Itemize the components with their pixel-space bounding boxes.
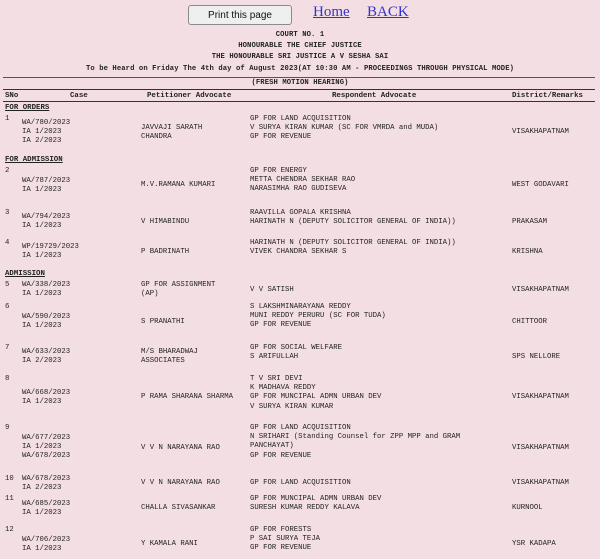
section-title: FOR ORDERS [5, 104, 50, 112]
respondent-cell: T V SRI DEVI K MADHAVA REDDY GP FOR MUNCIPAL ADMN URBAN DEV V SURYA KIRAN KUMAR [250, 375, 382, 411]
case-cell: WA/668/2023 IA 1/2023 [22, 389, 71, 407]
divider [3, 89, 595, 90]
petitioner-cell: CHALLA SIVASANKAR [141, 504, 216, 512]
case-cell: WA/677/2023 IA 1/2023 WA/678/2023 [22, 434, 71, 461]
district-cell: KURNOOL [512, 504, 543, 512]
sno-cell: 7 [5, 344, 10, 352]
case-cell: WP/19729/2023 IA 1/2023 [22, 243, 79, 261]
district-cell: VISAKHAPATNAM [512, 444, 569, 452]
district-cell: PRAKASAM [512, 218, 548, 226]
district-cell: SPS NELLORE [512, 353, 561, 361]
back-link[interactable]: BACK [367, 4, 409, 20]
court-number: COURT NO. 1 [275, 31, 325, 39]
respondent-cell: S LAKSHMINARAYANA REDDY MUNI REDDY PERURU (SC FOR TUDA) GP FOR REVENUE [250, 303, 386, 330]
respondent-cell: GP FOR ENERGY METTA CHENDRA SEKHAR RAO NARASIMHA RAO GUDISEVA [250, 167, 356, 194]
divider [3, 77, 595, 78]
sno-cell: 6 [5, 303, 10, 311]
petitioner-cell: Y KAMALA RANI [141, 540, 198, 548]
petitioner-cell: V V N NARAYANA RAO [141, 479, 220, 487]
petitioner-cell: M/S BHARADWAJ ASSOCIATES [141, 348, 198, 366]
sno-cell: 8 [5, 375, 10, 383]
case-cell: WA/633/2023 IA 2/2023 [22, 348, 71, 366]
home-link[interactable]: Home [313, 4, 350, 20]
divider [3, 101, 595, 102]
petitioner-cell: M.V.RAMANA KUMARI [141, 181, 216, 189]
case-cell: WA/706/2023 IA 1/2023 [22, 536, 71, 554]
petitioner-cell: S PRANATHI [141, 318, 185, 326]
petitioner-cell: P RAMA SHARANA SHARMA [141, 393, 233, 401]
respondent-cell: RAAVILLA GOPALA KRISHNA HARINATH N (DEPUTY SOLICITOR GENERAL OF INDIA)) [250, 209, 456, 227]
district-cell: VISAKHAPATNAM [512, 128, 569, 136]
case-cell: WA/787/2023 IA 1/2023 [22, 177, 71, 195]
case-cell: WA/338/2023 IA 1/2023 [22, 281, 71, 299]
sno-cell: 1 [5, 115, 10, 123]
list-type: (FRESH MOTION HEARING) [251, 79, 349, 87]
sno-cell: 3 [5, 209, 10, 217]
sno-cell: 11 [5, 495, 14, 503]
respondent-cell: GP FOR SOCIAL WELFARE S ARIFULLAH [250, 344, 342, 362]
hearing-schedule: To be Heard on Friday The 4th day of August 2023(AT 10:30 AM - PROCEEDINGS THROUGH PHYSICAL MODE) [85, 65, 515, 73]
district-cell: WEST GODAVARI [512, 181, 569, 189]
top-navigation [0, 4, 600, 26]
district-cell: VISAKHAPATNAM [512, 479, 569, 487]
petitioner-cell: V HIMABINDU [141, 218, 190, 226]
respondent-cell: GP FOR LAND ACQUISITION V SURYA KIRAN KUMAR (SC FOR VMRDA and MUDA) GP FOR REVENUE [250, 115, 439, 142]
sno-cell: 5 [5, 281, 10, 289]
respondent-cell: V V SATISH [250, 286, 294, 294]
petitioner-cell: V V N NARAYANA RAO [141, 444, 220, 452]
section-title: FOR ADMISSION [5, 156, 63, 164]
case-cell: WA/794/2023 IA 1/2023 [22, 213, 71, 231]
chief-justice-heading: HONOURABLE THE CHIEF JUSTICE [238, 42, 362, 50]
sno-cell: 12 [5, 526, 14, 534]
column-header-petitioner: Petitioner Advocate [147, 92, 232, 100]
case-cell: WA/780/2023 IA 1/2023 IA 2/2023 [22, 119, 71, 146]
district-cell: KRISHNA [512, 248, 543, 256]
district-cell: CHITTOOR [512, 318, 548, 326]
district-cell: VISAKHAPATNAM [512, 393, 569, 401]
sno-cell: 4 [5, 239, 10, 247]
sno-cell: 2 [5, 167, 10, 175]
respondent-cell: GP FOR MUNCIPAL ADMN URBAN DEV SURESH KUMAR REDDY KALAVA [250, 495, 382, 513]
case-cell: WA/590/2023 IA 1/2023 [22, 313, 71, 331]
column-header-case: Case [70, 92, 88, 100]
district-cell: YSR KADAPA [512, 540, 556, 548]
respondent-cell: GP FOR LAND ACQUISITION [250, 479, 351, 487]
sno-cell: 10 [5, 475, 14, 483]
case-cell: WA/685/2023 IA 1/2023 [22, 500, 71, 518]
judge-heading: THE HONOURABLE SRI JUSTICE A V SESHA SAI [211, 53, 389, 61]
respondent-cell: GP FOR LAND ACQUISITION N SRIHARI (Standing Counsel for ZPP MPP and GRAM PANCHAYAT) GP FOR REVENUE [250, 424, 461, 460]
column-header-respondent: Respondent Advocate [332, 92, 417, 100]
section-title: ADMISSION [5, 270, 45, 278]
district-cell: VISAKHAPATNAM [512, 286, 569, 294]
case-cell: WA/678/2023 IA 2/2023 [22, 475, 71, 493]
petitioner-cell: P BADRINATH [141, 248, 190, 256]
petitioner-cell: GP FOR ASSIGNMENT (AP) [141, 281, 216, 299]
sno-cell: 9 [5, 424, 10, 432]
respondent-cell: GP FOR FORESTS P SAI SURYA TEJA GP FOR REVENUE [250, 526, 321, 553]
print-button[interactable]: Print this page [188, 5, 292, 25]
column-header-sno: SNo [5, 92, 19, 100]
petitioner-cell: JAVVAJI SARATH CHANDRA [141, 124, 203, 142]
respondent-cell: HARINATH N (DEPUTY SOLICITOR GENERAL OF INDIA)) VIVEK CHANDRA SEKHAR S [250, 239, 456, 257]
column-header-district: District/Remarks [512, 92, 583, 100]
